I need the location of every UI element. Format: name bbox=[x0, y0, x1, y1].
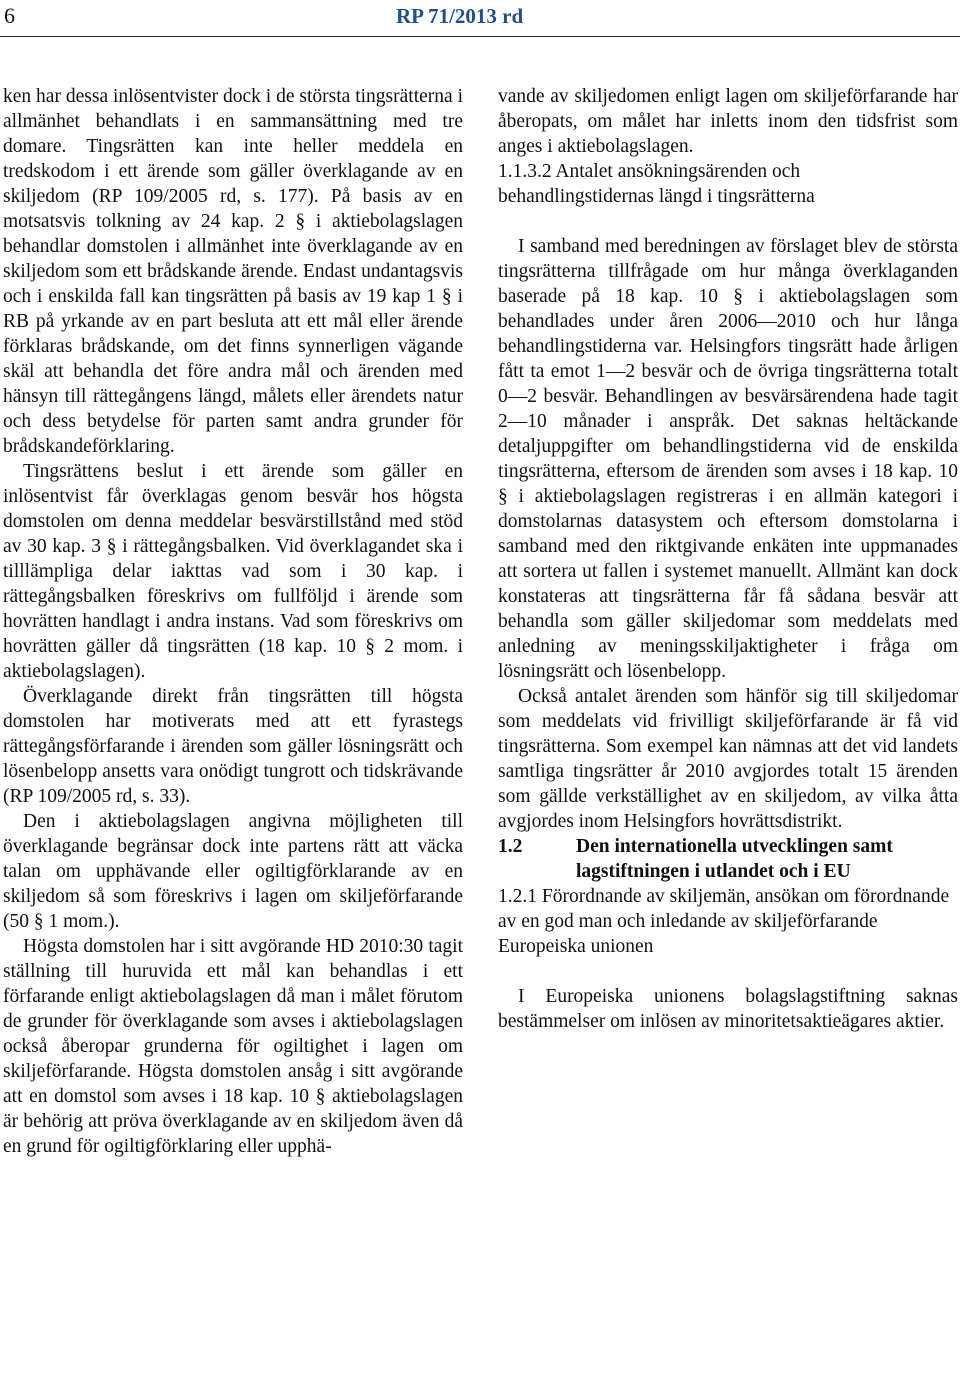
left-paragraph-3: Överklagande direkt från tingsrätten till högsta domstolen har motiverats med att ett fyrastegs rättegångsförfarande i ärenden som gäller lösningsrätt och lösenbelopp ansetts vara onödigt tungrott och tidskrävande (RP 109/2005 rd, s. 33). bbox=[3, 686, 463, 807]
document-id: RP 71/2013 rd bbox=[396, 4, 524, 28]
header-rule bbox=[0, 36, 960, 37]
page-header bbox=[0, 0, 960, 38]
section-heading-1-2-1: 1.2.1 Förordnande av skiljemän, ansökan om förordnande av en god man och inledande av skiljeförfarande bbox=[498, 886, 950, 932]
section-number: 1.2 bbox=[498, 836, 523, 857]
left-column bbox=[3, 84, 463, 1159]
right-column bbox=[498, 84, 958, 1034]
left-paragraph-2: Tingsrättens beslut i ett ärende som gäller en inlösentvist får överklagas genom besvär hos högsta domstolen om denna meddelar besvärstillstånd med stöd av 30 kap. 3 § i rättegångsbalken. Vid överklagandet ska i tilllämpliga delar iakttas vad som i 30 kap. i rättegångsbalken föreskrivs om fullföljd i ärende som hovrätten handlagt i andra instans. Vad som föreskrivs om hovrätten gäller då tingsrätten (18 kap. 10 § 2 mom. i aktiebolagslagen). bbox=[3, 461, 463, 682]
left-paragraph-1: ken har dessa inlösentvister dock i de största tingsrätterna i allmänhet behandlats i en sammansättning med tre domare. Tingsrätten kan inte heller meddela en tredskodom i ett ärende som gäller överklagande av en skiljedom (RP 109/2005 rd, s. 177). På basis av en motsatsvis tolkning av 24 kap. 2 § i aktiebolagslagen behandlar domstolen i allmänhet inte överklagande av en skiljedom som ett brådskande ärende. Endast undantagsvis och i enskilda fall kan tingsrätten på basis av 19 kap 1 § i RB på yrkande av en part besluta att ett mål eller ärende förklaras brådskande, om det finns synnerligen vägande skäl att behandla det före andra mål och ärenden med hänsyn till rättegångens längd, målets eller ärendets natur och dess betydelse för parten samt andra grunder för brådskandeförklaring. bbox=[3, 86, 463, 457]
subheading-eu: Europeiska unionen bbox=[498, 936, 654, 957]
right-paragraph-1: vande av skiljedomen enligt lagen om skiljeförfarande har åberopats, om målet har inletts inom den tidsfrist som anges i aktiebolagslagen. bbox=[498, 86, 958, 157]
left-paragraph-5: Högsta domstolen har i sitt avgörande HD 2010:30 tagit ställning till huruvida ett mål kan behandlas i ett förfarande enligt aktiebolagslagen då man i målet förutom de grunder för överklagande som avses i aktiebolagslagen också åberopar grunderna för ogiltighet i lagen om skiljeförfarande. Högsta domstolen ansåg i sitt avgörande att en domstol som avses i 18 kap. 10 § aktiebolagslagen är behörig att pröva överklagande av en skiljedom även då en grund för ogiltigförklaring eller upphä- bbox=[3, 936, 463, 1157]
left-paragraph-4: Den i aktiebolagslagen angivna möjligheten till överklagande begränsar dock inte partens rätt att väcka talan om upphävande eller ogiltigförklarande av en skiljedom så som föreskrivs i lagen om skiljeförfarande (50 § 1 mom.). bbox=[3, 811, 463, 932]
right-paragraph-2: I samband med beredningen av förslaget blev de största tingsrätterna tillfrågade om hur många överklaganden baserade på 18 kap. 10 § i aktiebolagslagen som behandlades under åren 2006—2010 och hur långa behandlingstiderna var. Helsingfors tingsrätt hade årligen fått ta emot 1—2 besvär och de övriga tingsrätterna totalt 0—2 besvär. Behandlingen av besvärsärendena hade tagit 2—10 månader i anspråk. Det saknas heltäckande detaljuppgifter om behandlingstiderna vid de enskilda tingsrätterna, eftersom de ärenden som avses i 18 kap. 10 § i aktiebolagslagen registreras i en allmän kategori i domstolarnas datasystem och eftersom domstolarna i samband med den riktgivande enkäten inte uppmanades att sortera ut fallen i systemet manuellt. Allmänt kan dock konstateras att tingsrätterna får få sådana besvär att behandla som gäller skiljedomar som meddelats med anledning av meningsskiljaktigheter i fråga om lösningsrätt och lösenbelopp. bbox=[498, 236, 958, 682]
section-heading-1-2 bbox=[498, 834, 958, 884]
section-heading-1-1-3-2: 1.1.3.2 Antalet ansökningsärenden och behandlingstidernas längd i tingsrätterna bbox=[498, 161, 815, 207]
section-title: Den internationella utvecklingen samt lagstiftningen i utlandet och i EU bbox=[576, 836, 893, 882]
page-number: 6 bbox=[4, 3, 15, 28]
right-paragraph-3: Också antalet ärenden som hänför sig till skiljedomar som meddelats vid frivilligt skiljeförfarande är få vid tingsrätterna. Som exempel kan nämnas att det vid landets samtliga tingsrätter år 2010 avgjordes totalt 15 ärenden som gällde verkställighet av en skiljedom, av vilka åtta avgjordes inom Helsingfors hovrättsdistrikt. bbox=[498, 686, 958, 832]
right-paragraph-4: I Europeiska unionens bolagslagstiftning saknas bestämmelser om inlösen av minoritetsaktieägares aktier. bbox=[498, 986, 958, 1032]
